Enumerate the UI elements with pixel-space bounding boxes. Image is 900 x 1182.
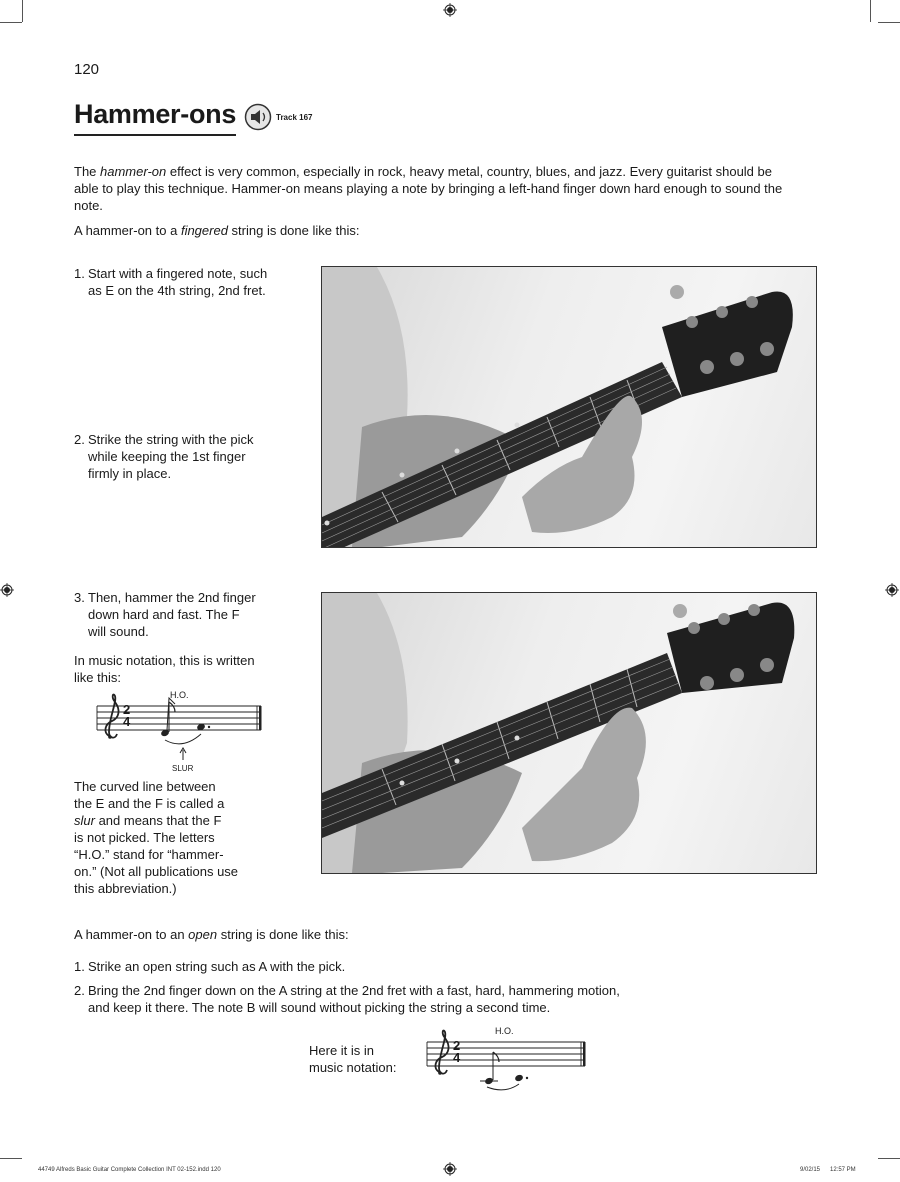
time-signature-bottom: 4	[453, 1050, 461, 1065]
guitar-neck-illustration	[322, 267, 816, 547]
fingered-step-3: 3. Then, hammer the 2nd finger down hard and fast. The F will sound.	[74, 590, 256, 639]
page-number: 120	[74, 61, 100, 78]
fingered-step-1: 1. Start with a fingered note, such as E on the 4th string, 2nd fret.	[74, 266, 268, 298]
music-notation-fingered	[95, 688, 265, 778]
slur-explanation: The curved line between the E and the F is called a slur and means that the F is not picked. The letters “H.O.” stand for “hammer- on.” (Not all publications use this abbreviation.)	[74, 779, 239, 896]
time-signature-bottom: 4	[123, 714, 131, 729]
open-string-intro: A hammer-on to an open string is done like this:	[74, 927, 349, 942]
track-label: Track 167	[276, 112, 313, 122]
registration-mark-icon	[443, 1162, 457, 1176]
music-notation-open	[425, 1024, 595, 1099]
footer-time: 12:57 PM	[830, 1167, 856, 1173]
track-badge[interactable]	[244, 103, 312, 131]
footer-date: 9/02/15	[800, 1167, 821, 1173]
fingered-step-2: 2. Strike the string with the pick while keeping the 1st finger firmly in place.	[74, 432, 254, 481]
crop-mark	[0, 22, 22, 23]
notation-intro: In music notation, this is written like this:	[74, 653, 255, 685]
crop-mark	[0, 1158, 22, 1159]
open-step-1: 1. Strike an open string such as A with the pick.	[74, 959, 346, 974]
guitar-photo-hammer	[321, 592, 817, 874]
crop-mark	[22, 0, 23, 22]
registration-mark-icon	[885, 583, 899, 597]
title-underline	[74, 134, 236, 136]
guitar-photo-fingered	[321, 266, 817, 548]
time-signature-top: 2	[453, 1038, 461, 1053]
footer-file: 44749 Alfreds Basic Guitar Complete Collection INT 02-152.indd 120	[38, 1167, 221, 1173]
intro-paragraph: The hammer-on effect is very common, especially in rock, heavy metal, country, blues, and jazz. Every guitarist should be able to play this technique. Hammer-on means playing a note by bringing a left-hand finger down hard enough to sound the note.	[74, 164, 783, 213]
time-signature-top: 2	[123, 702, 131, 717]
slur-label: SLUR	[172, 764, 194, 773]
guitar-neck-illustration	[322, 593, 816, 873]
ho-label: H.O.	[495, 1026, 514, 1036]
open-step-2: 2. Bring the 2nd finger down on the A string at the 2nd fret with a fast, hard, hammering motion, and keep it there. The note B will sound without picking the string a second time.	[74, 983, 620, 1015]
registration-mark-icon	[443, 3, 457, 17]
ho-label: H.O.	[170, 690, 189, 700]
crop-mark	[878, 1158, 900, 1159]
crop-mark	[878, 22, 900, 23]
notation-label: Here it is in music notation:	[309, 1043, 397, 1075]
registration-mark-icon	[0, 583, 14, 597]
speaker-icon	[244, 103, 272, 131]
page-title: Hammer-ons	[74, 99, 237, 129]
fingered-intro: A hammer-on to a fingered string is done like this:	[74, 223, 360, 238]
crop-mark	[870, 0, 871, 22]
